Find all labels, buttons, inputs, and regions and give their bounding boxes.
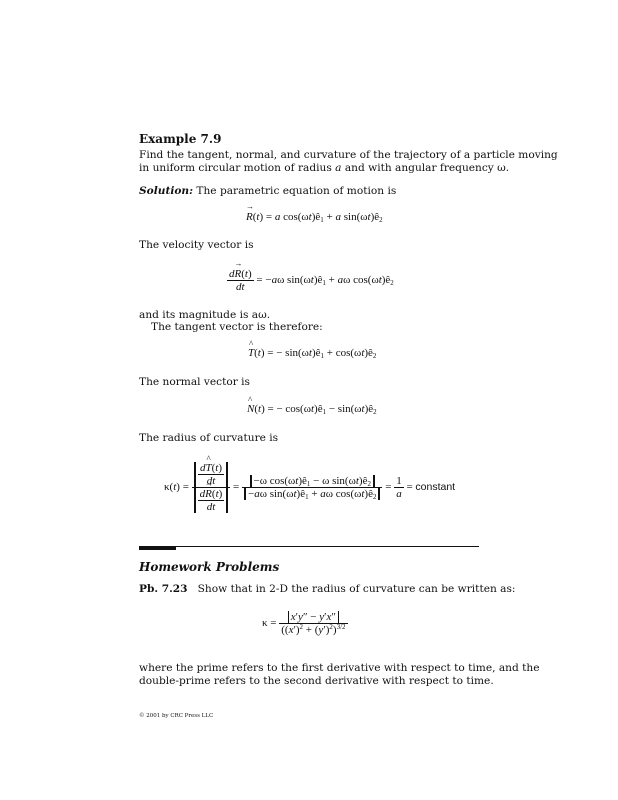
radius-text: The radius of curvature is [139,432,279,444]
explanation-line1: where the prime refers to the first derivative with respect to time, and the [139,662,540,674]
statement-part-b: and with angular frequency ω. [341,162,510,174]
example-statement-line1: Find the tangent, normal, and curvature of the trajectory of a particle moving [139,149,558,161]
solution-intro [139,185,396,198]
curvature-equation: κ(t) = $\frac{\frac{d\^{} T(t)}{dt}}{\frac{d\to R(t)}{dt}}$ = $\frac{-\omega \cos(\omega t)ê_1 - \omega \sin(\omega t)ê_2}{-a\omega \sin(\omega t)ê_1 + a\omega \cos(\omega t)ê_2}$ = $\frac{1}{a}$ = constant [164,462,455,513]
explanation-line2: double-prime refers to the second derivative with respect to time. [139,675,494,687]
statement-part-a: in uniform circular motion of radius [139,162,336,174]
tangent-text: The tangent vector is therefore: [151,321,323,333]
curvature-fraction-3: $\frac{1}{a}$ [396,475,402,500]
velocity-equation: $\frac{d\to R(t)}{dt}$ = −aω $\sin(\omega t)ê_1 + a\omega$ $\cos(\omega t)ê_2$ [227,268,394,293]
curvature-fraction-2: $\frac{-\omega \cos(\omega t)ê_1 - \omega \sin(\omega t)ê_2}{-a\omega \sin(\omega t)ê_1 + a\omega \cos(\omega t)ê_2}$ [242,475,382,500]
velocity-fraction: $\frac{d\to R(t)}{dt}$ [227,268,254,293]
position-equation: → R(t) = a $\cos(\omega t)ê_1 + a$ $\sin(\omega t)ê_2$ [246,211,383,223]
problem-text: Show that in 2-D the radius of curvature can be written as: [197,583,516,595]
solution-label: Solution: [139,185,194,197]
solution-intro-text: The parametric equation of motion is [193,185,397,197]
tangent-equation: ^ T(t) = − $\sin(\omega t)ê_1$ + $\cos(\omega t)ê_2$ [248,347,376,359]
curvature-fraction-1: $\frac{\frac{d\^{} T(t)}{dt}}{\frac{d\to R(t)}{dt}}$ [192,462,231,513]
normal-text: The normal vector is [139,376,250,388]
magnitude-text: and its magnitude is aω. [139,309,271,321]
statement-var-a: a [335,162,342,174]
problem-label: Pb. 7.23 [139,583,188,595]
homework-curvature-fraction: $\frac{x'y'' - y'x''}{((x')^2 + (y')^2)^{3/2}}$ [281,611,346,636]
section-rule-accent [139,546,176,550]
problem-statement [139,583,515,596]
copyright-footer: © 2001 by CRC Press LLC [139,713,214,719]
homework-curvature-equation: κ = $\frac{x'y'' - y'x''}{((x')^2 + (y')^2)^{3/2}}$ [262,611,346,636]
example-title: Example 7.9 [139,132,222,146]
velocity-text: The velocity vector is [139,239,254,251]
constant-word: constant [415,481,456,494]
normal-equation: ^ N(t) = − $\cos(\omega t)ê_1$ − $\sin(\omega t)ê_2$ [247,403,377,415]
example-statement-line2 [139,162,509,175]
section-rule [139,546,479,547]
homework-heading: Homework Problems [139,560,280,574]
